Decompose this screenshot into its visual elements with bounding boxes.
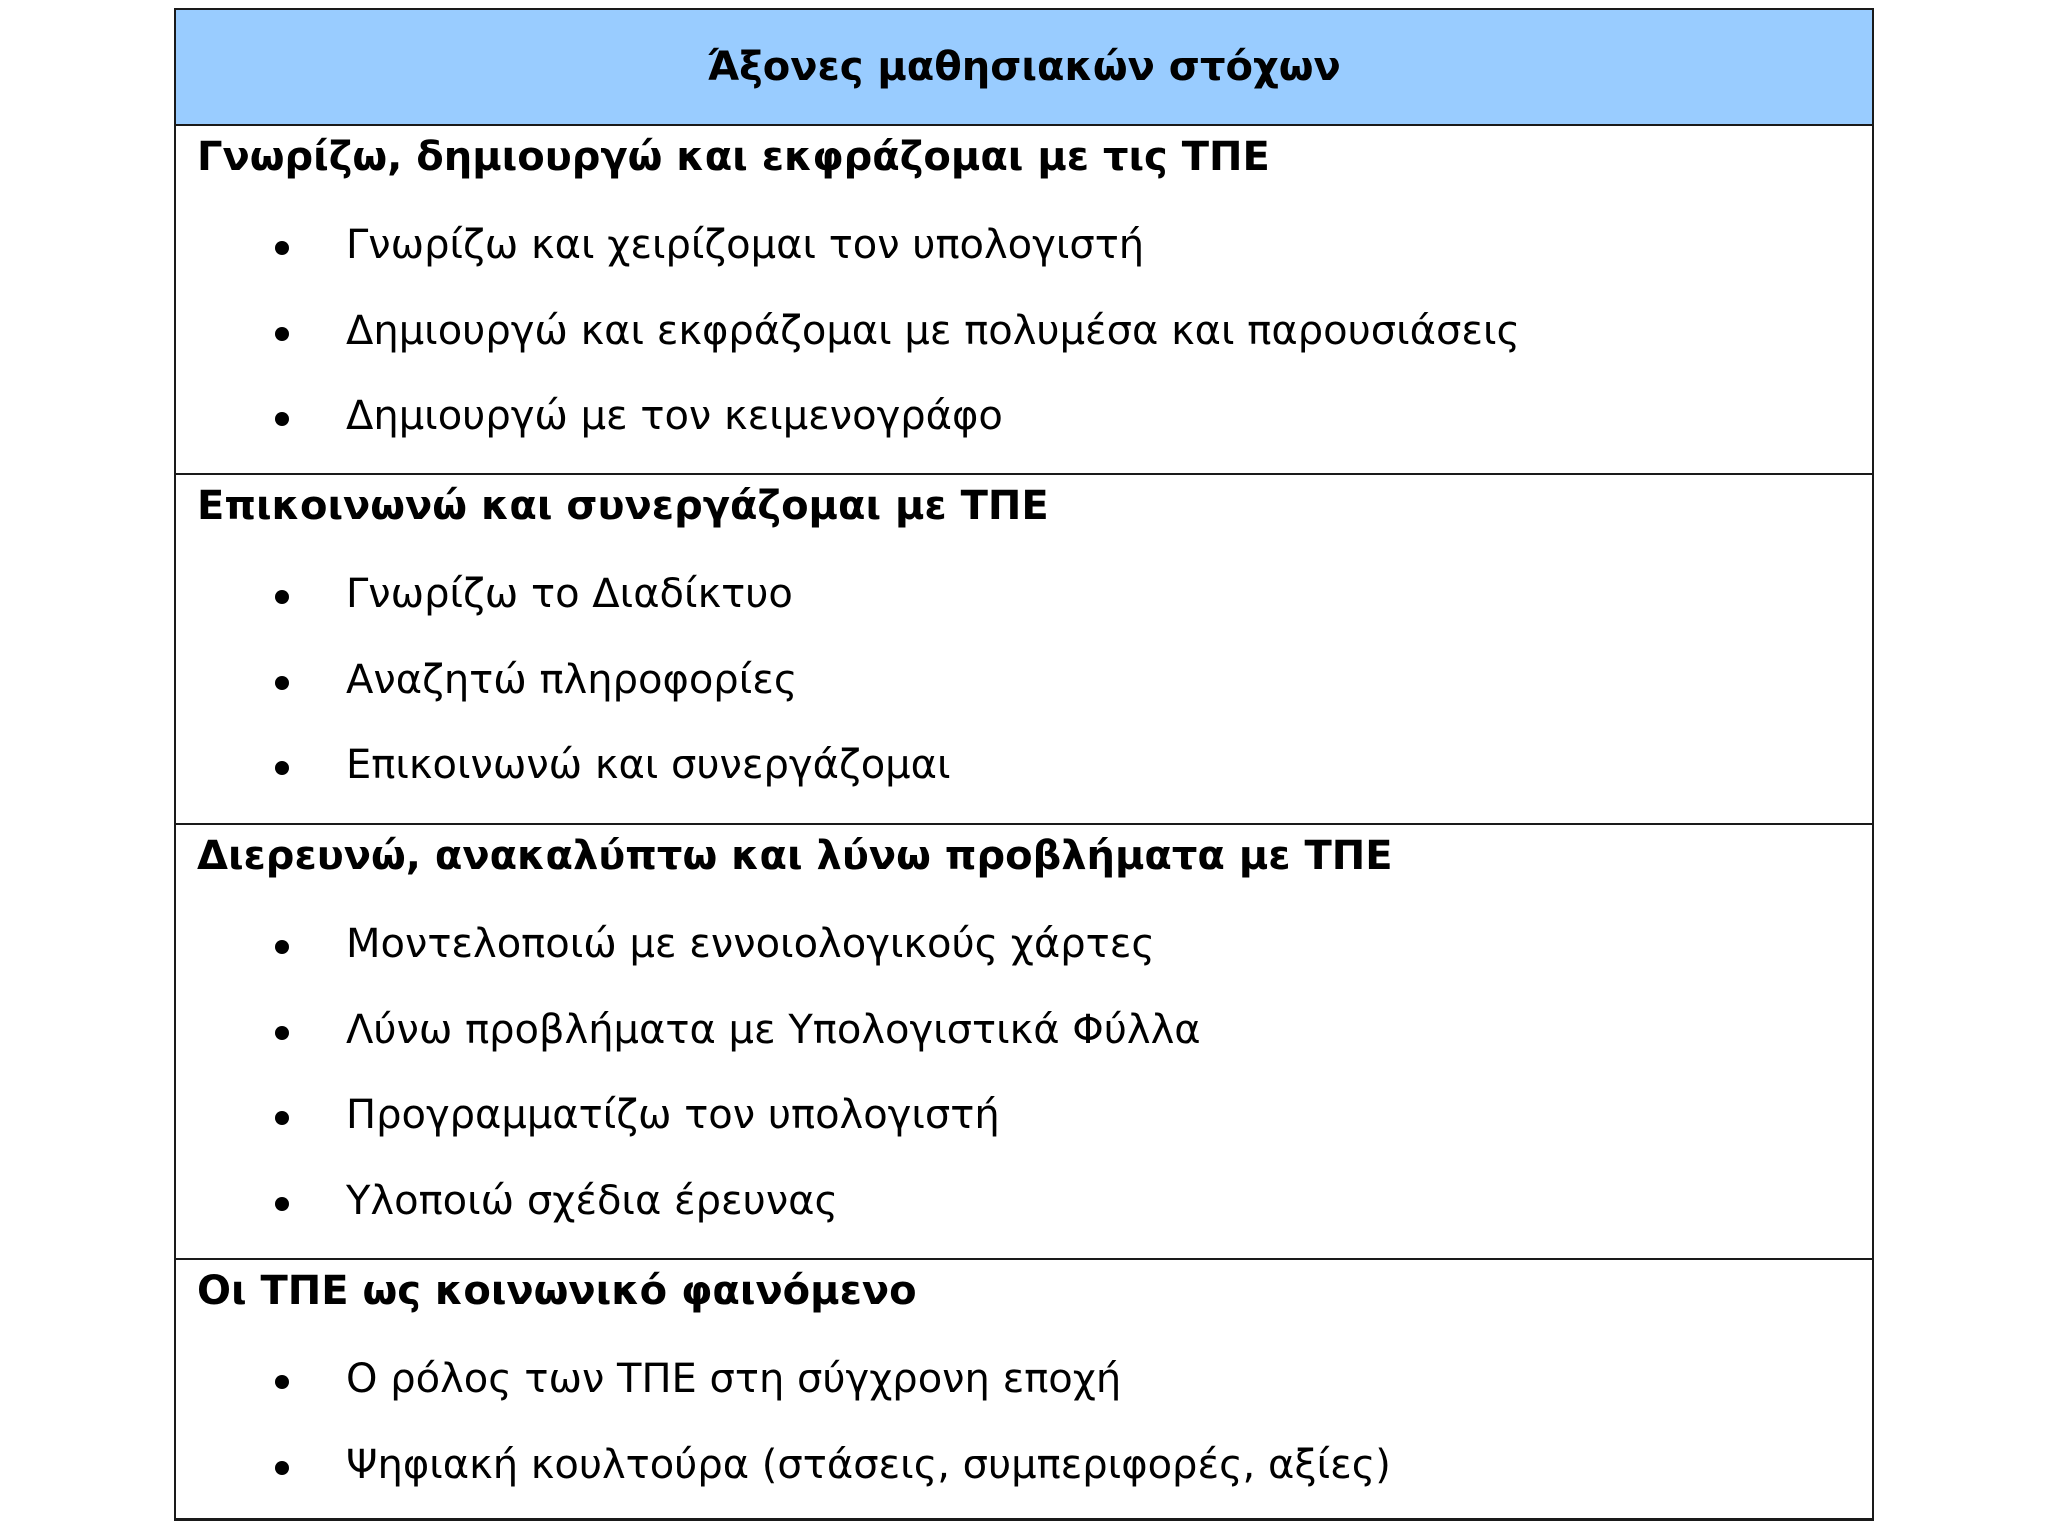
list-item [176, 1176, 1872, 1262]
list-item-text: Επικοινωνώ και συνεργάζομαι [346, 742, 951, 788]
bullet-icon [275, 761, 289, 775]
learning-goals-table [174, 8, 1874, 1521]
list-item-text: Ο ρόλος των ΤΠΕ στη σύγχρονη εποχή [346, 1356, 1122, 1402]
list-item-text: Αναζητώ πληροφορίες [346, 656, 798, 703]
section-items [176, 1354, 1872, 1525]
list-item-text: Μοντελοποιώ με εννοιολογικούς χάρτες [346, 921, 1155, 967]
table-header [176, 10, 1872, 126]
list-item-text: Γνωρίζω και χειρίζομαι τον υπολογιστή [346, 222, 1145, 268]
section-items [176, 919, 1872, 1261]
list-item [176, 1354, 1872, 1440]
list-item [176, 919, 1872, 1005]
bullet-icon [275, 1375, 289, 1389]
bullet-icon [275, 327, 289, 341]
bullet-icon [275, 676, 289, 690]
section-items [176, 220, 1872, 477]
list-item-text: Υλοποιώ σχέδια έρευνας [346, 1177, 839, 1224]
list-item [176, 306, 1872, 392]
list-item [176, 569, 1872, 655]
list-item [176, 740, 1872, 826]
section-know-create-express [176, 126, 1872, 475]
bullet-icon [275, 1197, 289, 1211]
bullet-icon [275, 940, 289, 954]
list-item-text: Δημιουργώ με τον κειμενογράφο [346, 393, 1003, 439]
section-title: Γνωρίζω, δημιουργώ και εκφράζομαι με τις ΤΠΕ [197, 134, 1270, 180]
list-item-text: Γνωρίζω το Διαδίκτυο [346, 571, 793, 617]
list-item-text: Ψηφιακή κουλτούρα (στάσεις, συμπεριφορές, αξίες) [346, 1441, 1391, 1488]
table-header-title: Άξονες μαθησιακών στόχων [707, 44, 1341, 90]
bullet-icon [275, 590, 289, 604]
section-ict-social-phenomenon [176, 1260, 1872, 1518]
section-communicate-collaborate [176, 475, 1872, 825]
list-item-text: Δημιουργώ και εκφράζομαι με πολυμέσα και παρουσιάσεις [346, 307, 1520, 354]
bullet-icon [275, 1026, 289, 1040]
section-explore-solve-problems [176, 825, 1872, 1260]
list-item-text: Προγραμματίζω τον υπολογιστή [346, 1092, 1000, 1138]
bullet-icon [275, 1461, 289, 1475]
list-item [176, 655, 1872, 741]
list-item [176, 1090, 1872, 1176]
bullet-icon [275, 241, 289, 255]
list-item [176, 1440, 1872, 1526]
section-items [176, 569, 1872, 826]
bullet-icon [275, 1111, 289, 1125]
list-item [176, 1005, 1872, 1091]
section-title: Επικοινωνώ και συνεργάζομαι με ΤΠΕ [197, 483, 1049, 529]
list-item-text: Λύνω προβλήματα με Υπολογιστικά Φύλλα [346, 1006, 1201, 1053]
section-title: Διερευνώ, ανακαλύπτω και λύνω προβλήματα με ΤΠΕ [197, 833, 1393, 879]
list-item [176, 220, 1872, 306]
list-item [176, 391, 1872, 477]
section-title: Οι ΤΠΕ ως κοινωνικό φαινόμενο [197, 1268, 917, 1314]
bullet-icon [275, 412, 289, 426]
